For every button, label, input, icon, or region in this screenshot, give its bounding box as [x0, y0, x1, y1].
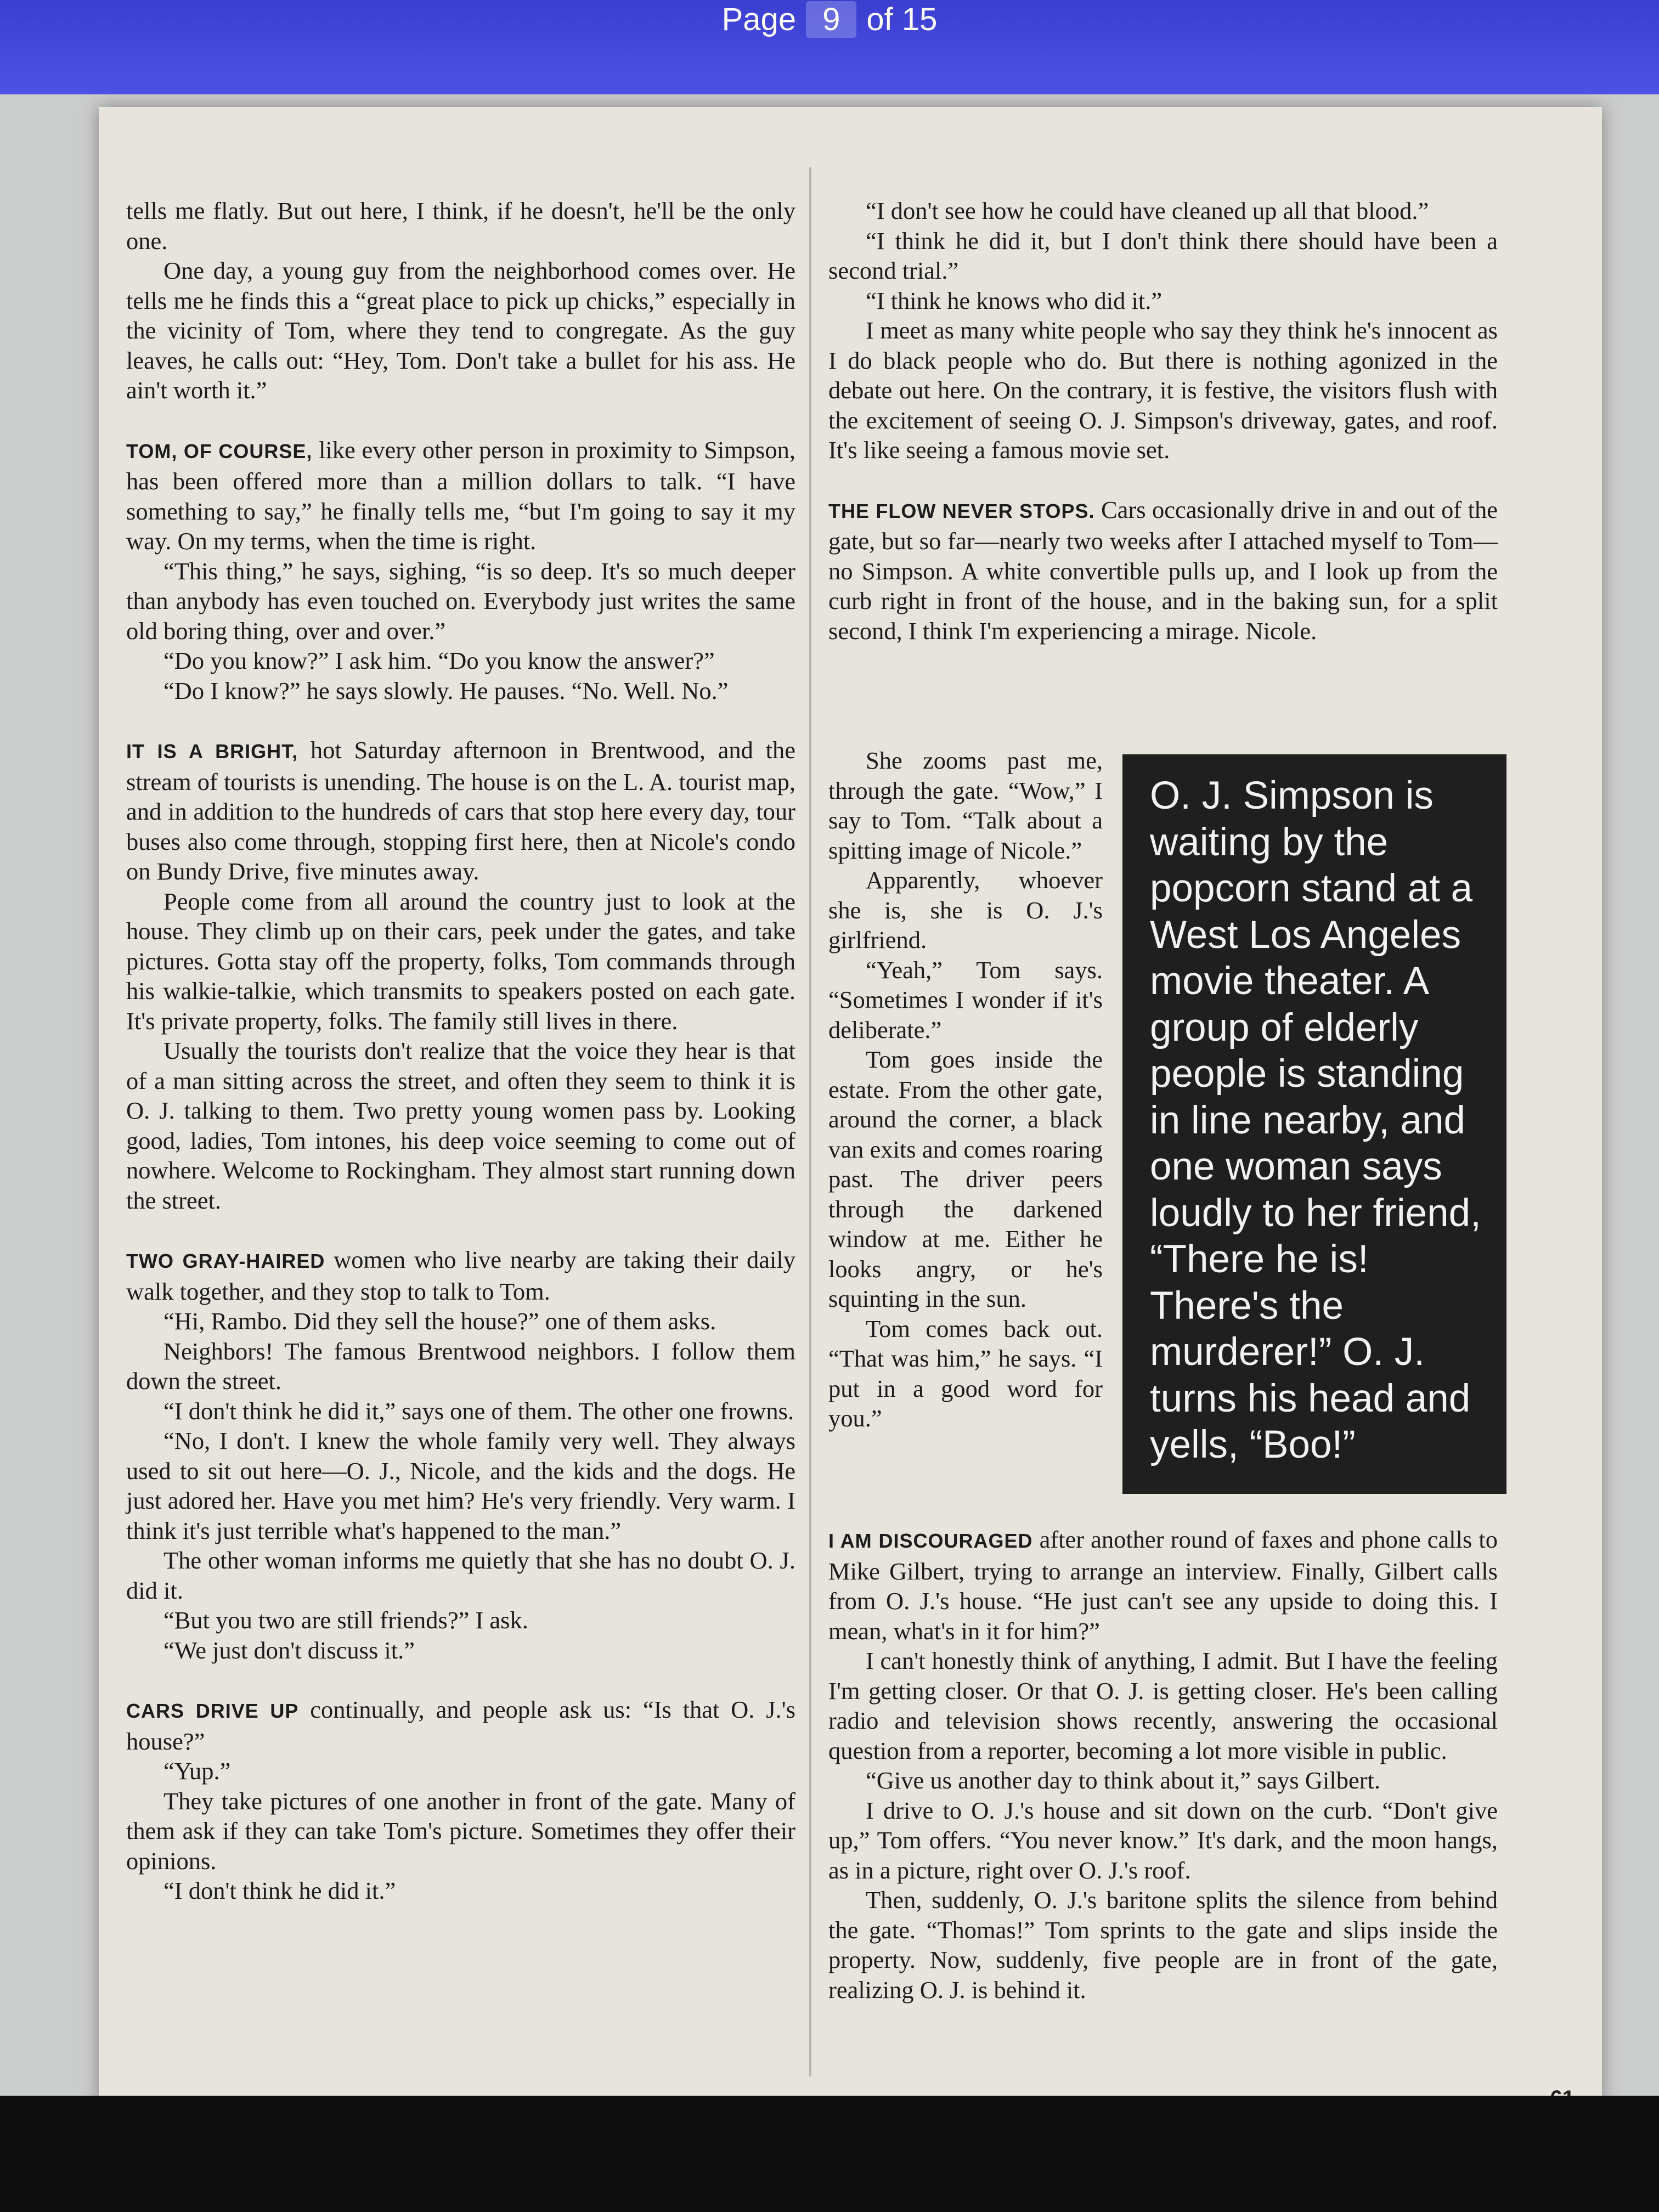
- section-lead-in: TWO GRAY-HAIRED: [126, 1250, 325, 1272]
- viewer-toolbar: [0, 0, 1659, 94]
- section-paragraph: [126, 1695, 795, 1756]
- page-total-label: of 15: [866, 1, 938, 37]
- page-label: Page: [721, 1, 797, 37]
- right-column-narrow: [828, 746, 1103, 1434]
- paragraph: Usually the tourists don't realize that the voice they hear is that of a man sitting across the street, and often they seem to think it is O. J. talking to them. Two pretty young women pass by. Looking good, ladies, Tom intones, his deep voice seeming to come out of nowhere. Welcome to Rockingham. They almost start running down the street.: [126, 1037, 795, 1214]
- pull-quote: O. J. Simpson is waiting by the popcorn stand at a West Los Angeles movie theater. A group of elderly people is standing in line nearby, and one woman says loudly to her friend, “There he is! There's the murderer!” O. J. turns his head and yells, “Boo!”: [1122, 754, 1506, 1494]
- paragraph: “I think he did it, but I don't think there should have been a second trial.”: [828, 227, 1498, 284]
- section-lead-in: I AM DISCOURAGED: [828, 1530, 1033, 1552]
- right-column-bottom: [828, 1525, 1498, 2005]
- paragraph: I meet as many white people who say they think he's innocent as I do black people who do. But there is nothing agonized in the debate out here. On the contrary, it is festive, the visitors flush with the excitement of seeing O. J. Simpson's driveway, gates, and roof. It's like seeing a famous movie set.: [828, 317, 1498, 464]
- paragraph-text: hot Saturday afternoon in Brentwood, and the stream of tourists is unending. The house is on the L. A. tourist map, and in addition to the hundreds of cars that stop here every day, tour buses also come through, stopping first here, then at Nicole's condo on Bundy Drive, five minutes away.: [126, 736, 795, 885]
- paragraph: People come from all around the country just to look at the house. They climb up on their cars, peek under the gates, and take pictures. Gotta stay off the property, folks, Tom commands through his walkie-talkie, which transmits to speakers posted on each gate. It's private property, folks. The family still lives in there.: [126, 887, 795, 1035]
- paragraph-text: Cars occasionally drive in and out of the gate, but so far—nearly two weeks after I attached myself to Tom—no Simpson. A white convertible pulls up, and I look up from the curb right in front of the house, and in the baking sun, for a split second, I think I'm experiencing a mirage. Nicole.: [828, 495, 1498, 645]
- magazine-page: [99, 107, 1602, 2104]
- paragraph-text: continually, and people ask us: “Is that O. J.'s house?”: [126, 1696, 796, 1755]
- section-paragraph: [126, 1245, 795, 1306]
- paragraph: She zooms past me, through the gate. “Wow,” I say to Tom. “Talk about a spitting image of Nicole.”: [828, 747, 1103, 864]
- paragraph: The other woman informs me quietly that she has no doubt O. J. did it.: [126, 1547, 795, 1604]
- column-gutter: [809, 167, 811, 2076]
- paragraph-text: like every other person in proximity to Simpson, has been offered more than a million dollars to talk. “I have something to say,” he finally tells me, “but I'm going to say it my way. On my terms, when the time is right.: [126, 436, 795, 555]
- page-indicator: [0, 0, 1659, 38]
- paragraph: “Do you know?” I ask him. “Do you know the answer?”: [163, 647, 715, 674]
- paragraph: I drive to O. J.'s house and sit down on the curb. “Don't give up,” Tom offers. “You never know.” It's dark, and the moon hangs, as in a picture, right over O. J.'s roof.: [828, 1796, 1498, 1884]
- paragraph: Neighbors! The famous Brentwood neighbors. I follow them down the street.: [126, 1337, 795, 1395]
- paragraph: “I don't see how he could have cleaned up all that blood.”: [866, 197, 1429, 224]
- paragraph: Tom goes inside the estate. From the other gate, around the corner, a black van exits and comes roaring past. The driver peers through the darkened window at me. Either he looks angry, or he's squinting in the sun.: [828, 1046, 1103, 1312]
- paragraph: “But you two are still friends?” I ask.: [163, 1606, 528, 1634]
- paragraph: “Do I know?” he says slowly. He pauses. “No. Well. No.”: [163, 676, 729, 704]
- section-lead-in: IT IS A BRIGHT,: [126, 740, 298, 763]
- paragraph: “No, I don't. I knew the whole family very well. They always used to sit out here—O. J., Nicole, and the kids and the dogs. He just adored her. Have you met him? He's very friendly. Very warm. I think it's just terrible what's happened to the man.”: [126, 1427, 795, 1544]
- paragraph: Then, suddenly, O. J.'s baritone splits the silence from behind the gate. “Thomas!” Tom sprints to the gate and slips inside the property. Now, suddenly, five people are in front of the gate, realizing O. J. is behind it.: [828, 1886, 1498, 2004]
- paragraph: tells me flatly. But out here, I think, if he doesn't, he'll be the only one.: [126, 197, 795, 255]
- section-lead-in: THE FLOW NEVER STOPS.: [828, 499, 1095, 522]
- paragraph: “I think he knows who did it.”: [866, 286, 1163, 314]
- section-paragraph: [828, 1525, 1498, 1646]
- section-lead-in: CARS DRIVE UP: [126, 1700, 299, 1722]
- paragraph: “We just don't discuss it.”: [163, 1636, 415, 1664]
- paragraph: “I don't think he did it,” says one of them. The other one frowns.: [163, 1397, 794, 1425]
- paragraph: I can't honestly think of anything, I admit. But I have the feeling I'm getting closer. Or that O. J. is getting closer. He's been calling radio and television shows recently, answering the occasional question from a reporter, becoming a lot more visible in public.: [828, 1647, 1498, 1764]
- section-lead-in: TOM, OF COURSE,: [126, 439, 313, 462]
- paragraph: They take pictures of one another in front of the gate. Many of them ask if they can take Tom's picture. Sometimes they offer their opinions.: [126, 1787, 795, 1875]
- paragraph: Apparently, whoever she is, she is O. J.'s girlfriend.: [828, 866, 1103, 953]
- paragraph: “Give us another day to think about it,” says Gilbert.: [866, 1767, 1380, 1794]
- paragraph: “This thing,” he says, sighing, “is so deep. It's so much deeper than anybody has even touched on. Everybody just writes the same old boring thing, over and over.”: [126, 557, 795, 645]
- paragraph-text: women who live nearby are taking their daily walk together, and they stop to talk to Tom.: [126, 1246, 796, 1305]
- left-column: [126, 196, 795, 1906]
- paragraph-text: after another round of faxes and phone calls to Mike Gilbert, trying to arrange an interview. Finally, Gilbert calls from O. J.'s house. “He just can't see any upside to doing this. I mean, what's in it for him?”: [828, 1526, 1498, 1645]
- page-number-field[interactable]: 9: [806, 1, 856, 38]
- section-paragraph: [126, 435, 795, 556]
- paragraph: “Hi, Rambo. Did they sell the house?” one of them asks.: [163, 1307, 716, 1335]
- paragraph: “Yeah,” Tom says. “Sometimes I wonder if it's deliberate.”: [828, 956, 1103, 1043]
- paragraph: “I don't think he did it.”: [163, 1877, 396, 1904]
- paragraph: Tom comes back out. “That was him,” he says. “I put in a good word for you.”: [828, 1314, 1103, 1432]
- section-paragraph: [828, 495, 1498, 646]
- bottom-bezel: [0, 2096, 1659, 2212]
- right-column-top: [828, 196, 1498, 646]
- paragraph: “Yup.”: [163, 1757, 231, 1785]
- paragraph: One day, a young guy from the neighborhood comes over. He tells me he finds this a “great place to pick up chicks,” especially in the vicinity of Tom, where they tend to congregate. As the guy leaves, he calls out: “Hey, Tom. Don't take a bullet for his ass. He ain't worth it.”: [126, 257, 795, 404]
- section-paragraph: [126, 735, 795, 887]
